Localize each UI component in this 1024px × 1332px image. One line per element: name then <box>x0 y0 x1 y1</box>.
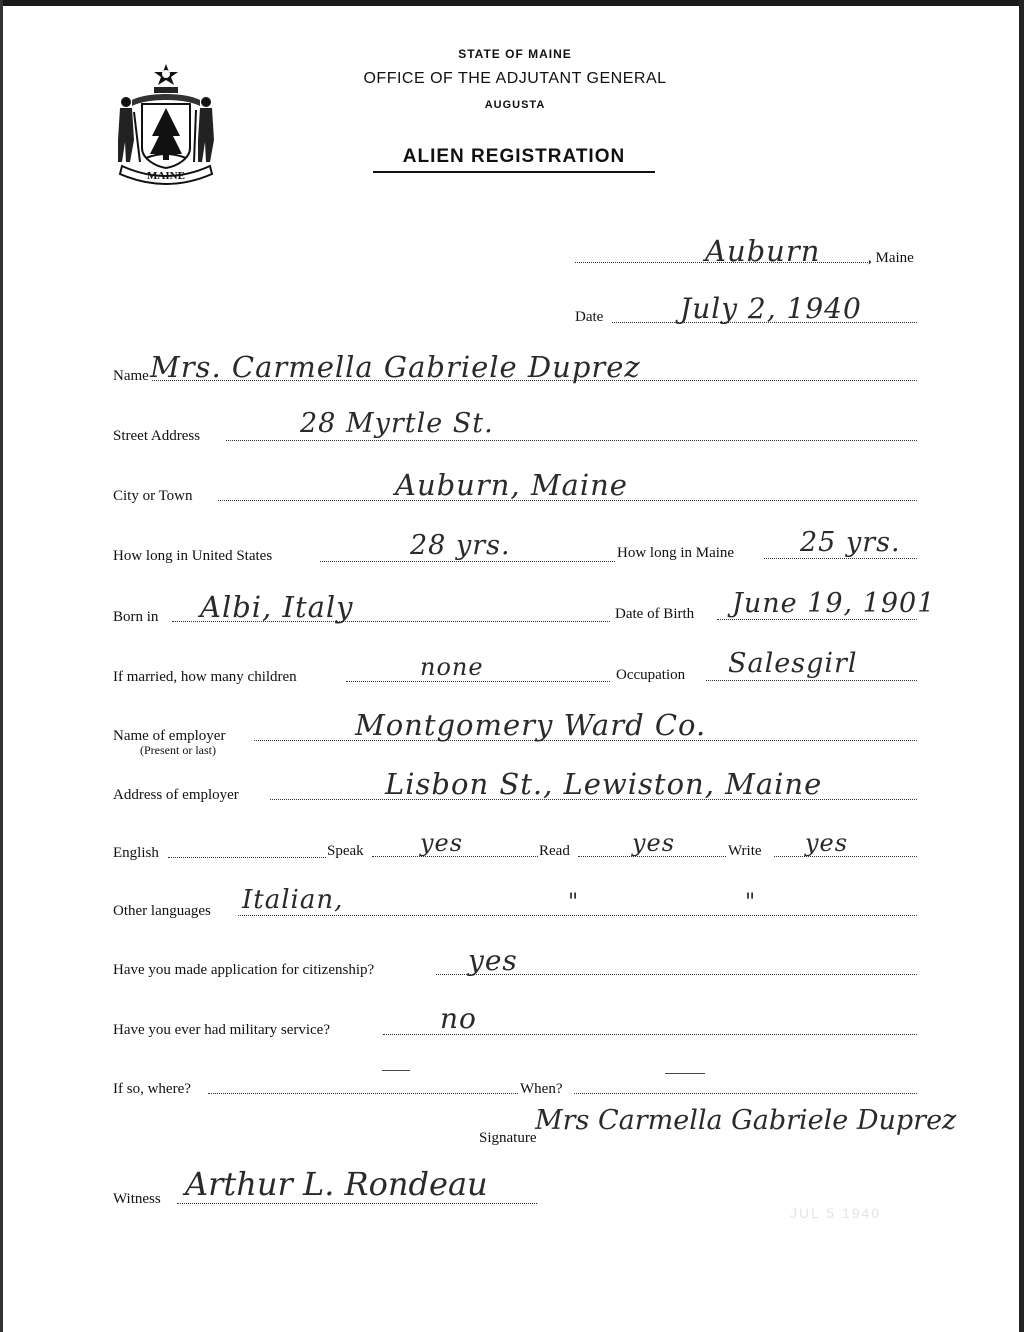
employer-address-entry: Lisbon St., Lewiston, Maine <box>385 767 823 801</box>
name-label: Name <box>113 368 149 384</box>
occupation-entry: Salesgirl <box>728 648 858 679</box>
maine-state-seal <box>112 62 220 188</box>
name-entry: Mrs. Carmella Gabriele Duprez <box>150 350 641 384</box>
scan-edge-right <box>1019 0 1024 1332</box>
employer-address-label: Address of employer <box>113 787 239 803</box>
other-languages-ditto-1: " <box>568 890 580 915</box>
speak-label: Speak <box>327 843 364 859</box>
citizenship-label: Have you made application for citizenship? <box>113 962 375 978</box>
if-so-where-line <box>208 1093 518 1094</box>
read-entry: yes <box>632 829 676 857</box>
scan-edge-top <box>0 0 1024 6</box>
employer-entry: Montgomery Ward Co. <box>355 708 707 742</box>
citizenship-entry: yes <box>468 944 518 977</box>
speak-entry: yes <box>420 829 464 857</box>
form-title: ALIEN REGISTRATION <box>373 146 655 173</box>
header-city: AUGUSTA <box>484 99 546 111</box>
other-languages-line <box>238 915 917 916</box>
maine-label: , Maine <box>868 250 914 266</box>
how-long-us-label: How long in United States <box>113 548 273 564</box>
if-so-where-label: If so, where? <box>113 1081 191 1097</box>
employer-sub-label: (Present or last) <box>140 743 216 757</box>
military-label: Have you ever had military service? <box>113 1022 330 1038</box>
born-in-label: Born in <box>113 609 159 625</box>
english-line <box>168 857 326 858</box>
town-entry: Auburn <box>705 234 821 268</box>
when-line <box>574 1093 917 1094</box>
how-long-maine-line <box>764 558 917 559</box>
when-label: When? <box>520 1081 563 1097</box>
born-in-entry: Albi, Italy <box>200 590 354 624</box>
english-label: English <box>113 845 159 861</box>
other-languages-ditto-2: " <box>745 890 757 915</box>
date-entry: July 2, 1940 <box>680 292 862 325</box>
signature-entry: Mrs Carmella Gabriele Duprez <box>535 1105 957 1136</box>
how-long-maine-label: How long in Maine <box>617 545 735 561</box>
city-entry: Auburn, Maine <box>395 468 628 502</box>
occupation-line <box>706 680 917 681</box>
write-label: Write <box>728 843 762 859</box>
other-languages-entry: Italian, <box>242 885 344 915</box>
other-languages-label: Other languages <box>113 903 211 919</box>
date-of-birth-label: Date of Birth <box>615 606 695 622</box>
header-office: OFFICE OF THE ADJUTANT GENERAL <box>363 70 667 87</box>
where-dash-mark <box>382 1070 410 1071</box>
read-label: Read <box>539 843 570 859</box>
write-entry: yes <box>805 829 849 857</box>
street-address-entry: 28 Myrtle St. <box>300 408 494 439</box>
date-of-birth-line <box>717 619 917 620</box>
how-long-maine-entry: 25 yrs. <box>800 527 901 558</box>
city-label: City or Town <box>113 488 193 504</box>
employer-label: Name of employer <box>113 728 226 744</box>
how-long-us-line <box>320 561 615 562</box>
street-address-line <box>226 440 917 441</box>
witness-label: Witness <box>113 1191 161 1207</box>
witness-entry: Arthur L. Rondeau <box>185 1165 488 1203</box>
header-state: STATE OF MAINE <box>458 47 572 61</box>
signature-label: Signature <box>479 1130 537 1146</box>
military-entry: no <box>440 1002 477 1035</box>
received-stamp: JUL 5 1940 <box>790 1205 882 1221</box>
svg-text:MAINE: MAINE <box>147 170 185 182</box>
how-long-us-entry: 28 yrs. <box>410 530 511 561</box>
occupation-label: Occupation <box>616 667 686 683</box>
children-label: If married, how many children <box>113 669 297 685</box>
date-label: Date <box>575 309 604 325</box>
children-entry: none <box>420 653 484 681</box>
when-dash-mark <box>665 1073 705 1074</box>
date-of-birth-entry: June 19, 1901 <box>732 588 936 619</box>
scan-edge-left <box>0 0 3 1332</box>
street-address-label: Street Address <box>113 428 201 444</box>
witness-line <box>177 1203 537 1204</box>
children-line <box>346 681 610 682</box>
